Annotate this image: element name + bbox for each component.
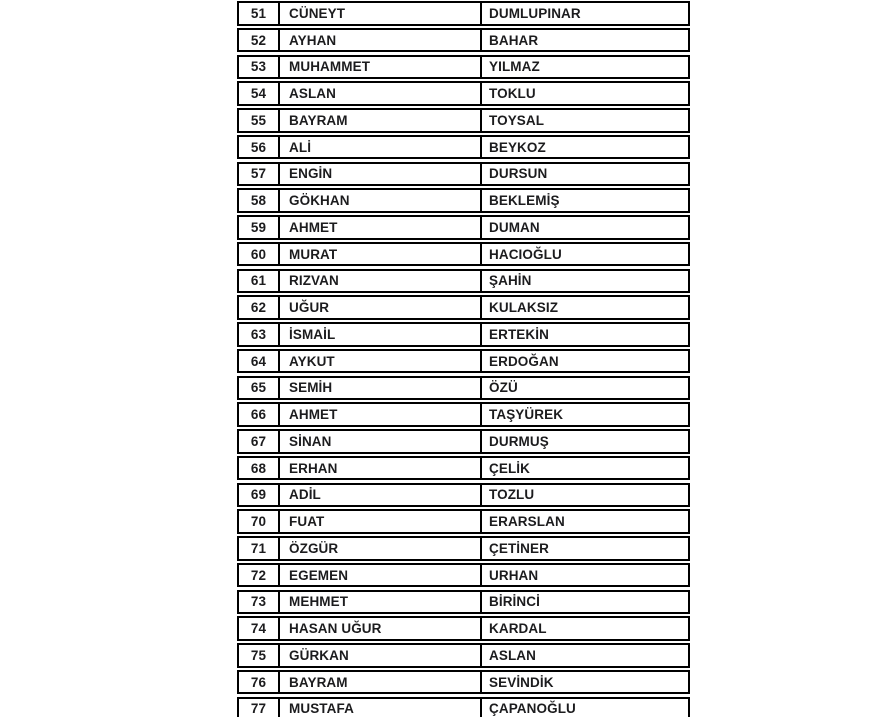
last-name-cell: ASLAN [489, 647, 536, 663]
first-name-cell: SİNAN [280, 431, 482, 452]
last-name-cell: DUMLUPINAR [489, 5, 581, 21]
last-name-cell: DUMAN [489, 219, 540, 235]
table-row [237, 349, 690, 374]
last-name-cell: BİRİNCİ [489, 594, 540, 610]
table-row [237, 670, 690, 695]
first-name-cell: İSMAİL [280, 324, 482, 345]
first-name-cell: EGEMEN [280, 565, 482, 586]
table-row [237, 215, 690, 240]
table-row [237, 242, 690, 267]
last-name-cell: BEYKOZ [489, 139, 546, 155]
table-row [237, 402, 690, 427]
last-name-cell: DURMUŞ [489, 433, 549, 449]
last-name-cell: URHAN [489, 567, 539, 583]
first-name-cell: AYHAN [280, 30, 482, 51]
table-row [237, 376, 690, 401]
row-number-cell: 72 [239, 565, 280, 586]
row-number-cell: 56 [239, 137, 280, 158]
last-name-cell: ERDOĞAN [489, 353, 559, 369]
table-row [237, 188, 690, 213]
first-name-cell: ENGİN [280, 164, 482, 185]
row-number-cell: 53 [239, 57, 280, 78]
row-number-cell: 60 [239, 244, 280, 265]
first-name-cell: ADİL [280, 485, 482, 506]
first-name-cell: FUAT [280, 511, 482, 532]
last-name-cell: ERTEKİN [489, 326, 549, 342]
first-name-cell: MEHMET [280, 592, 482, 613]
first-name-cell: MUSTAFA [280, 699, 482, 717]
last-name-cell: BEKLEMİŞ [489, 193, 560, 208]
row-number-cell: 68 [239, 458, 280, 479]
table-row [237, 483, 690, 508]
row-number-cell: 75 [239, 645, 280, 666]
first-name-cell: AYKUT [280, 351, 482, 372]
table-row [237, 563, 690, 588]
row-number-cell: 64 [239, 351, 280, 372]
table-row [237, 269, 690, 294]
first-name-cell: BAYRAM [280, 110, 482, 131]
first-name-cell: SEMİH [280, 378, 482, 399]
row-number-cell: 65 [239, 378, 280, 399]
last-name-cell: KULAKSIZ [489, 300, 559, 315]
row-number-cell: 73 [239, 592, 280, 613]
last-name-cell: YILMAZ [489, 59, 540, 75]
first-name-cell: GÜRKAN [280, 645, 482, 666]
first-name-cell: ASLAN [280, 83, 482, 104]
row-number-cell: 58 [239, 190, 280, 211]
table-row [237, 509, 690, 534]
last-name-cell: TAŞYÜREK [489, 407, 564, 422]
row-number-cell: 69 [239, 485, 280, 506]
last-name-cell: ERARSLAN [489, 514, 565, 529]
table-row [237, 295, 690, 320]
row-number-cell: 51 [239, 3, 280, 24]
last-name-cell: TOYSAL [489, 112, 545, 128]
last-name-cell: HACIOĞLU [489, 246, 562, 262]
row-number-cell: 59 [239, 217, 280, 238]
row-number-cell: 76 [239, 672, 280, 693]
row-number-cell: 71 [239, 538, 280, 559]
table-row [237, 643, 690, 668]
last-name-cell: ÇELİK [489, 460, 530, 476]
first-name-cell: GÖKHAN [280, 190, 482, 211]
table-row [237, 429, 690, 454]
first-name-cell: ALİ [280, 137, 482, 158]
row-number-cell: 63 [239, 324, 280, 345]
row-number-cell: 74 [239, 618, 280, 639]
table-row [237, 456, 690, 481]
table-row [237, 322, 690, 347]
first-name-cell: UĞUR [280, 297, 482, 318]
last-name-cell: TOKLU [489, 86, 536, 101]
last-name-cell: KARDAL [489, 621, 547, 636]
first-name-cell: MUHAMMET [280, 57, 482, 78]
first-name-cell: AHMET [280, 404, 482, 425]
last-name-cell: SEVİNDİK [489, 674, 554, 690]
first-name-cell: ÖZGÜR [280, 538, 482, 559]
row-number-cell: 57 [239, 164, 280, 185]
row-number-cell: 62 [239, 297, 280, 318]
first-name-cell: CÜNEYT [280, 3, 482, 24]
table-row [237, 55, 690, 80]
row-number-cell: 55 [239, 110, 280, 131]
table-row [237, 28, 690, 53]
row-number-cell: 54 [239, 83, 280, 104]
first-name-cell: ERHAN [280, 458, 482, 479]
table-row [237, 1, 690, 26]
last-name-cell: BAHAR [489, 32, 539, 48]
first-name-cell: AHMET [280, 217, 482, 238]
name-list-table [237, 0, 690, 717]
row-number-cell: 61 [239, 271, 280, 292]
table-row [237, 135, 690, 160]
table-row [237, 590, 690, 615]
last-name-cell: ŞAHİN [489, 273, 532, 289]
first-name-cell: BAYRAM [280, 672, 482, 693]
table-row [237, 697, 690, 717]
first-name-cell: MURAT [280, 244, 482, 265]
last-name-cell: ÇETİNER [489, 540, 549, 556]
row-number-cell: 66 [239, 404, 280, 425]
first-name-cell: RIZVAN [280, 271, 482, 292]
last-name-cell: TOZLU [489, 487, 535, 503]
last-name-cell: ÖZÜ [489, 380, 518, 396]
row-number-cell: 70 [239, 511, 280, 532]
table-row [237, 536, 690, 561]
last-name-cell: ÇAPANOĞLU [489, 701, 576, 717]
row-number-cell: 77 [239, 699, 280, 717]
row-number-cell: 67 [239, 431, 280, 452]
table-row [237, 81, 690, 106]
row-number-cell: 52 [239, 30, 280, 51]
first-name-cell: HASAN UĞUR [280, 618, 482, 639]
table-row [237, 108, 690, 133]
last-name-cell: DURSUN [489, 166, 548, 182]
table-row [237, 162, 690, 187]
table-row [237, 616, 690, 641]
